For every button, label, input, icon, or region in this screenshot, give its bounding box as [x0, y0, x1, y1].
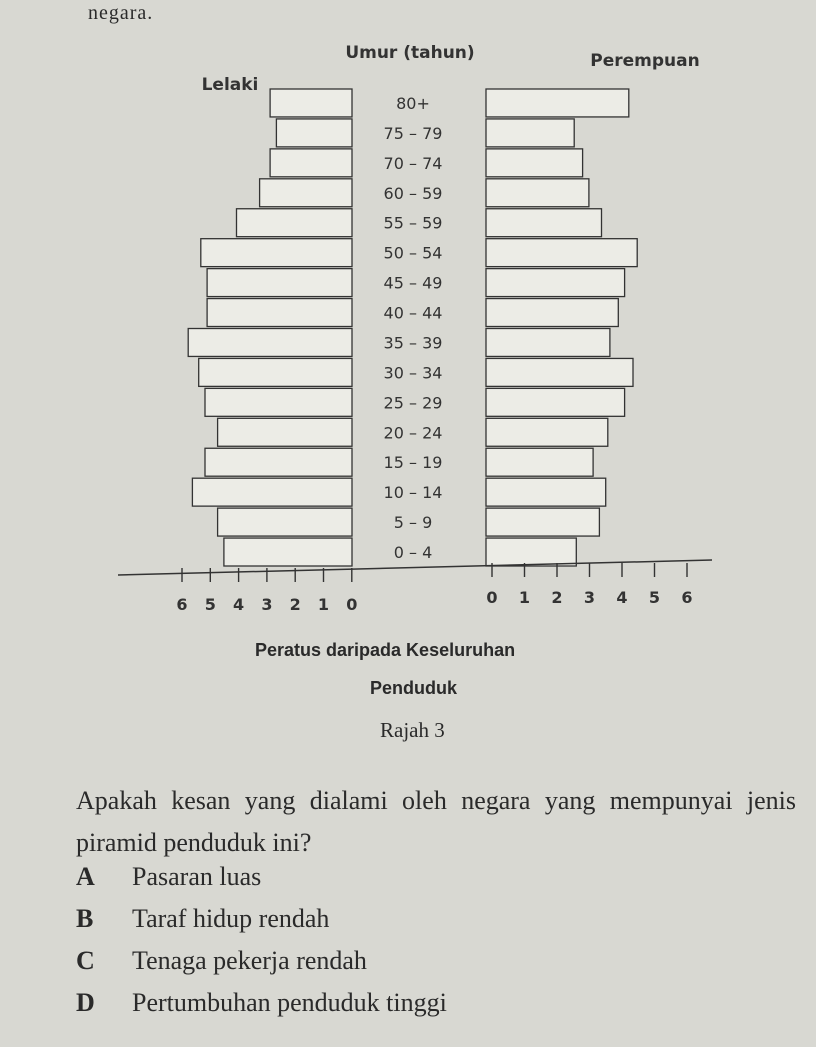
previous-page-word: negara.: [88, 2, 154, 24]
age-label-11: 20 – 24: [383, 423, 443, 443]
bar-female-1: [486, 119, 574, 147]
age-label-6: 45 – 49: [383, 273, 443, 293]
option-letter: C: [76, 946, 95, 975]
bar-male-6: [207, 269, 352, 297]
bar-female-13: [486, 478, 606, 506]
option-letter: D: [76, 988, 95, 1017]
option-a[interactable]: [76, 862, 261, 892]
age-label-9: 30 – 34: [383, 363, 443, 383]
age-label-4: 55 – 59: [383, 213, 443, 233]
bar-female-8: [486, 329, 610, 357]
bar-female-10: [486, 388, 625, 416]
tick-label-left-3: 3: [261, 595, 273, 614]
bar-female-3: [486, 179, 589, 207]
option-text: Pasaran luas: [132, 862, 262, 891]
tick-label-left-2: 4: [233, 595, 245, 614]
age-label-1: 75 – 79: [383, 123, 443, 143]
bar-male-10: [205, 388, 352, 416]
age-label-10: 25 – 29: [383, 393, 443, 413]
bar-female-4: [486, 209, 602, 237]
bar-male-7: [207, 299, 352, 327]
female-bars: [486, 89, 637, 566]
bar-male-2: [270, 149, 352, 177]
option-letter: B: [76, 904, 94, 933]
bar-female-6: [486, 269, 625, 297]
tick-label-left-4: 2: [289, 595, 301, 614]
bar-female-11: [486, 418, 608, 446]
tick-label-right-1: 1: [518, 588, 531, 607]
bar-female-9: [486, 358, 633, 386]
option-text: Taraf hidup rendah: [132, 904, 330, 933]
bar-male-1: [276, 119, 352, 147]
x-axis-title-line1: Peratus daripada Keseluruhan: [255, 640, 516, 660]
tick-label-right-6: 6: [681, 588, 693, 607]
age-label-3: 60 – 59: [383, 183, 443, 203]
y-axis-title: Umur (tahun): [345, 43, 475, 63]
tick-label-right-0: 0: [486, 588, 498, 607]
tick-label-right-2: 2: [551, 588, 563, 607]
tick-label-right-5: 5: [648, 588, 661, 607]
tick-label-left-1: 5: [204, 595, 216, 614]
bar-male-0: [270, 89, 352, 117]
bar-male-4: [237, 209, 353, 237]
age-label-7: 40 – 44: [383, 303, 443, 323]
x-axis-baseline: [118, 560, 712, 575]
tick-label-left-0: 6: [176, 595, 188, 614]
bar-female-5: [486, 239, 637, 267]
tick-label-left-6: 0: [346, 595, 358, 614]
option-d[interactable]: [76, 988, 447, 1018]
bar-female-7: [486, 299, 618, 327]
x-ticks-right: [486, 563, 692, 607]
age-label-2: 70 – 74: [383, 153, 443, 173]
bar-male-14: [218, 508, 352, 536]
bar-male-13: [192, 478, 352, 506]
tick-label-left-5: 1: [317, 595, 330, 614]
option-b[interactable]: [76, 904, 329, 934]
option-letter: A: [76, 862, 95, 891]
bar-male-11: [218, 418, 352, 446]
figure-label: Rajah 3: [380, 718, 445, 742]
age-label-13: 10 – 14: [383, 483, 443, 503]
legend-female-label: Perempuan: [590, 51, 700, 71]
age-label-12: 15 – 19: [383, 453, 443, 473]
question-text: Apakah kesan yang dialami oleh negara yang mempunyai jenis piramid penduduk ini?: [76, 786, 796, 857]
legend-male-label: Lelaki: [201, 75, 259, 95]
option-text: Pertumbuhan penduduk tinggi: [132, 988, 447, 1017]
bar-male-15: [224, 538, 352, 566]
bar-female-14: [486, 508, 599, 536]
age-label-8: 35 – 39: [383, 333, 443, 353]
bar-female-0: [486, 89, 629, 117]
bar-male-12: [205, 448, 352, 476]
bar-female-15: [486, 538, 576, 566]
bar-male-5: [201, 239, 352, 267]
option-c[interactable]: [76, 946, 367, 976]
x-ticks-left: [176, 568, 357, 614]
age-label-5: 50 – 54: [383, 243, 443, 263]
bar-female-12: [486, 448, 593, 476]
tick-label-right-4: 4: [616, 588, 628, 607]
x-axis-title-line2: Penduduk: [370, 678, 458, 698]
bar-female-2: [486, 149, 583, 177]
bar-male-3: [260, 179, 352, 207]
bar-male-8: [188, 329, 352, 357]
age-group-labels: [384, 94, 443, 562]
age-label-15: 0 – 4: [393, 543, 433, 563]
option-text: Tenaga pekerja rendah: [132, 946, 367, 975]
age-label-14: 5 – 9: [393, 513, 433, 533]
age-label-0: 80+: [396, 93, 430, 113]
bar-male-9: [199, 358, 352, 386]
male-bars: [188, 89, 352, 566]
tick-label-right-3: 3: [583, 588, 596, 607]
